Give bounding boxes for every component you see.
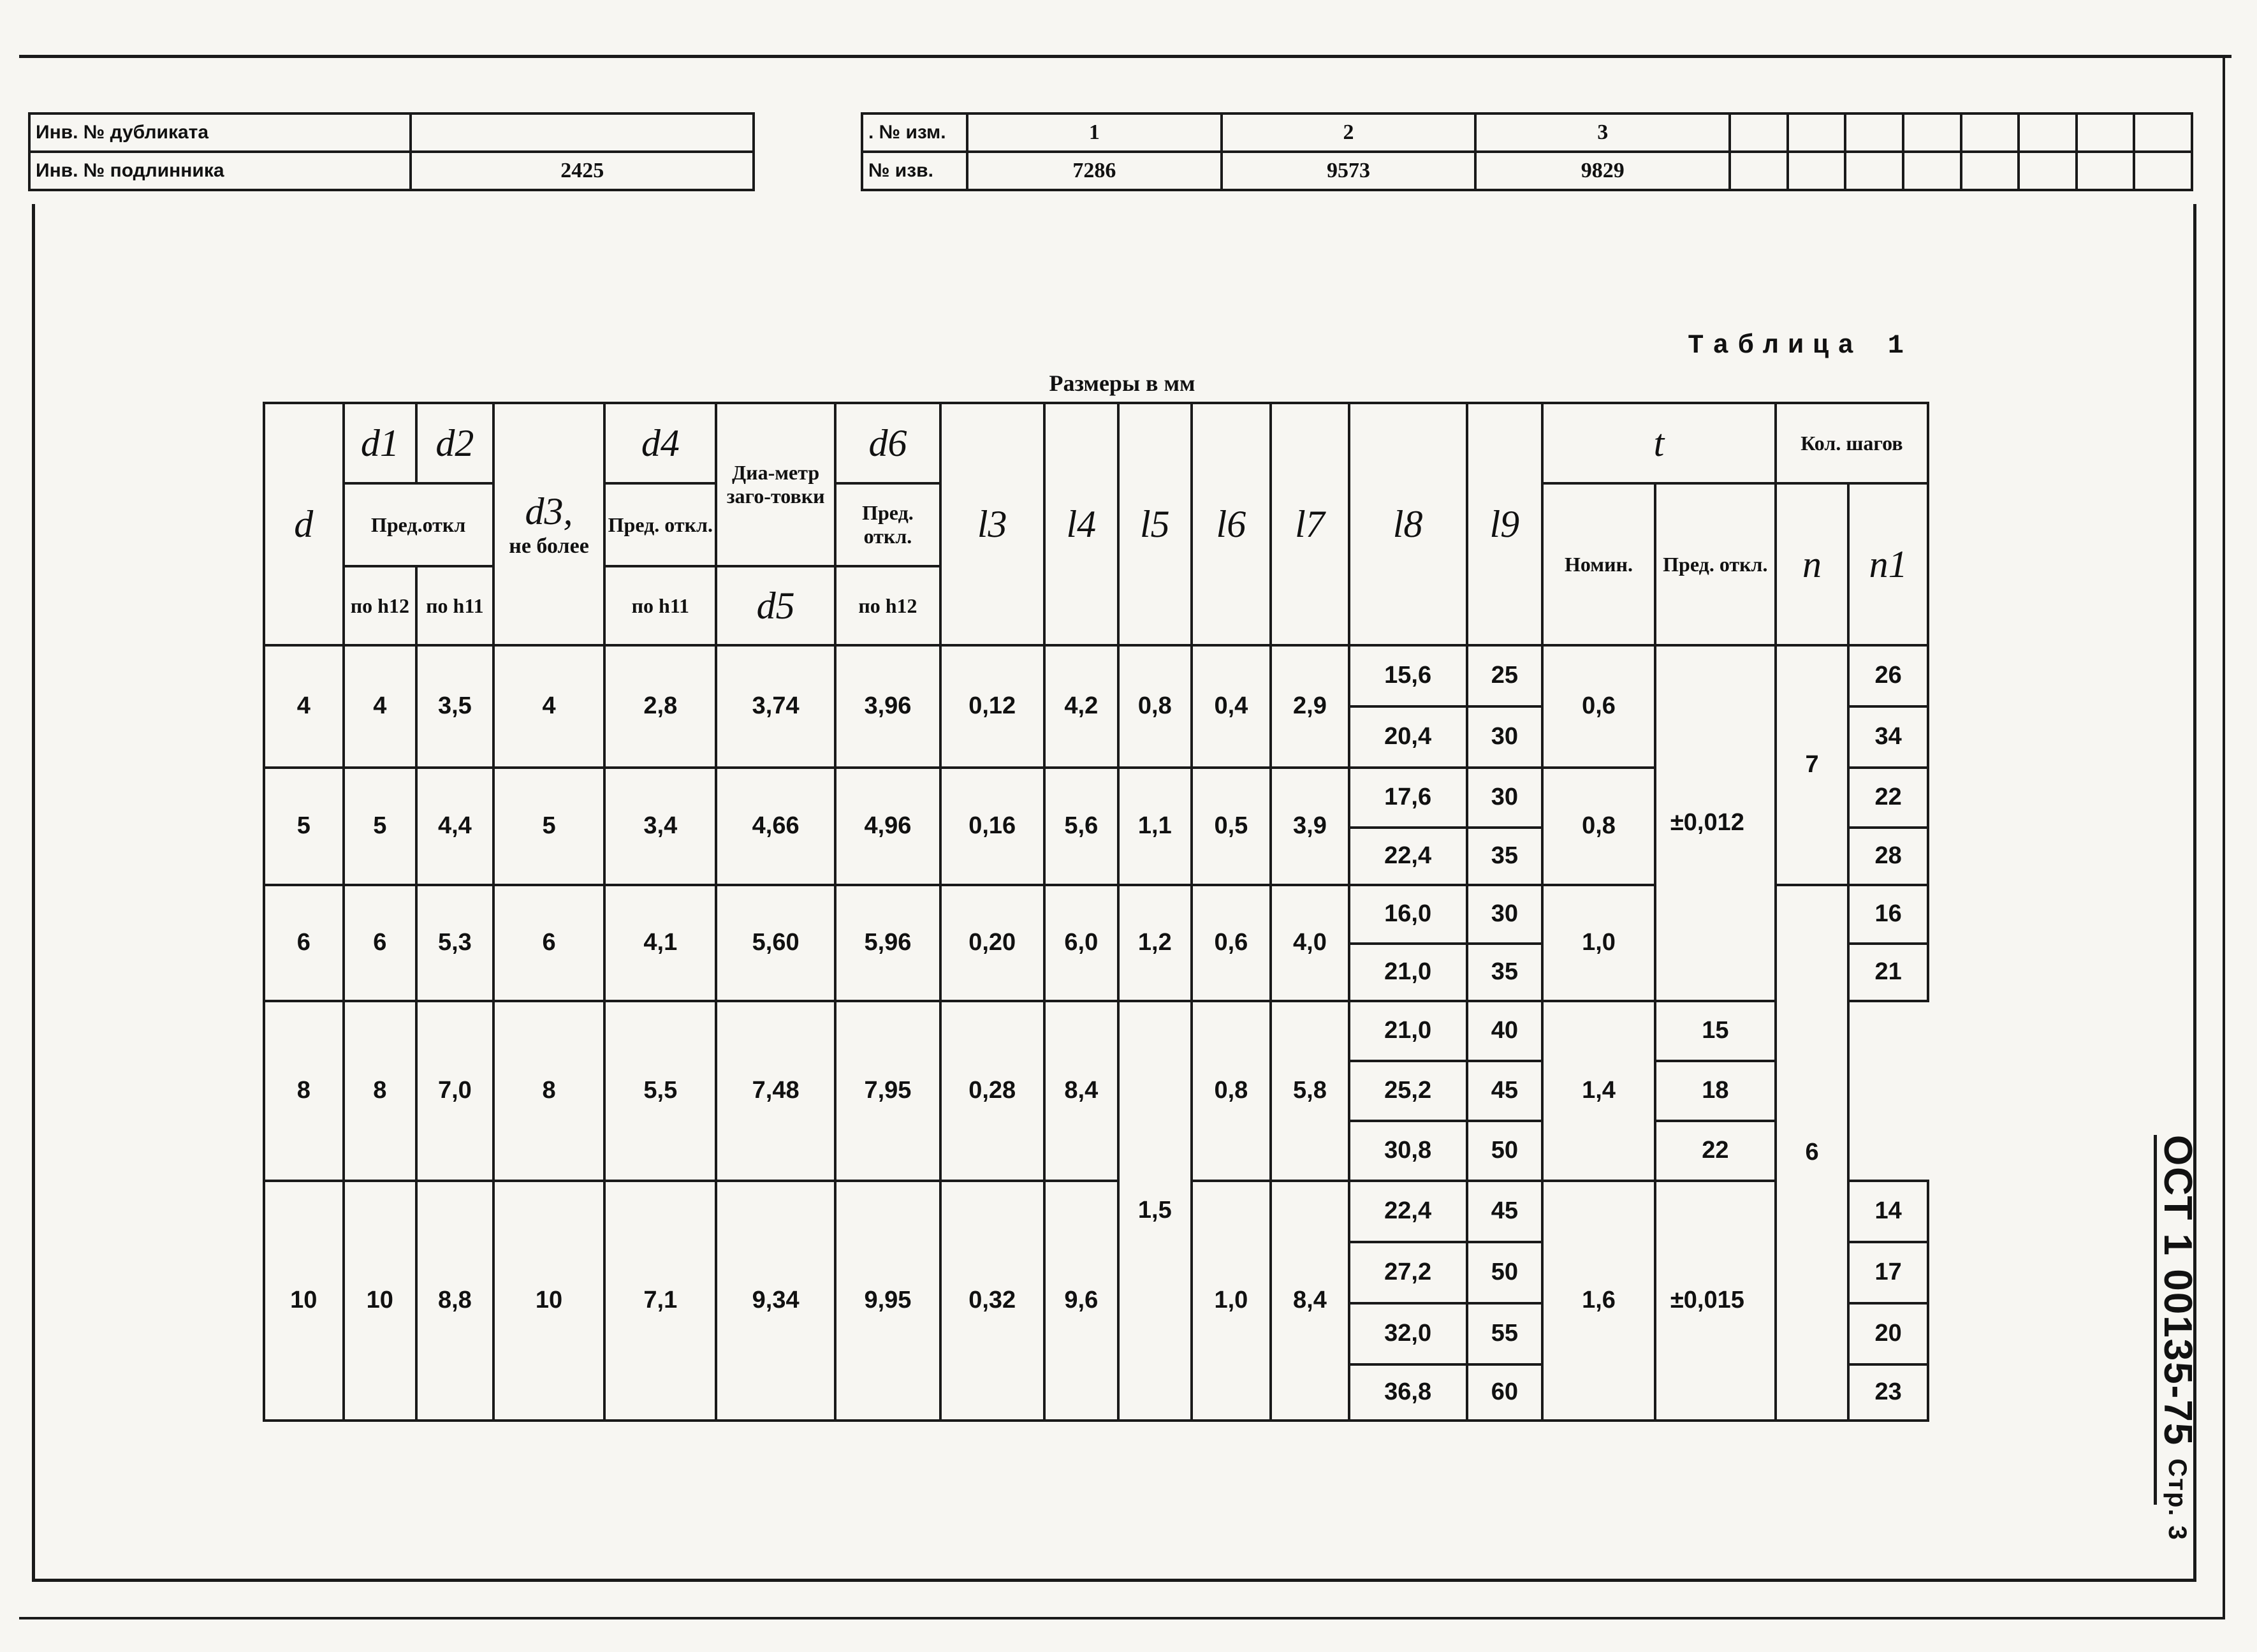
cell-n-lower: 6 <box>1776 885 1849 1421</box>
cell-l7: 2,9 <box>1271 645 1349 768</box>
cell-d: 4 <box>264 645 344 768</box>
cell-d5: 4,66 <box>716 768 835 885</box>
change-cell <box>2134 113 2192 152</box>
header-d2: d2 <box>416 403 493 483</box>
notice-cell: 9573 <box>1222 152 1476 190</box>
cell-l9: 45 <box>1467 1061 1543 1121</box>
change-cell <box>1845 113 1903 152</box>
cell-d5: 5,60 <box>716 885 835 1001</box>
cell-l8: 16,0 <box>1349 885 1467 944</box>
cell-n1: 23 <box>1848 1364 1928 1421</box>
cell-d4: 7,1 <box>604 1181 716 1421</box>
cell-d2: 5,3 <box>416 885 493 1001</box>
stamp-row-original <box>29 152 754 190</box>
cell-l9: 35 <box>1467 828 1543 885</box>
cell-n1: 14 <box>1848 1181 1928 1242</box>
cell-l3: 0,28 <box>940 1001 1044 1181</box>
cell-l6: 0,6 <box>1192 885 1271 1001</box>
cell-l4: 5,6 <box>1044 768 1119 885</box>
change-cell <box>1961 113 2019 152</box>
cell-d1: 6 <box>344 885 417 1001</box>
frame-bottom-line <box>32 1579 2196 1582</box>
header-d: d <box>264 403 344 645</box>
cell-t: 1,0 <box>1542 885 1655 1001</box>
cell-d5: 7,48 <box>716 1001 835 1181</box>
cell-l7: 3,9 <box>1271 768 1349 885</box>
cell-d6: 9,95 <box>835 1181 940 1421</box>
cell-d3: 10 <box>493 1181 605 1421</box>
cell-l3: 0,32 <box>940 1181 1044 1421</box>
header-t: t <box>1542 403 1776 483</box>
cell-d6: 4,96 <box>835 768 940 885</box>
cell-l9: 35 <box>1467 944 1543 1001</box>
header-n: n <box>1776 483 1849 645</box>
notice-cell: 9829 <box>1475 152 1730 190</box>
header-tol-h11: по h11 <box>416 566 493 645</box>
cell-l8: 22,4 <box>1349 1181 1467 1242</box>
cell-n1: 17 <box>1848 1242 1928 1303</box>
header-t-nom: Номин. <box>1542 483 1655 645</box>
cell-l8: 36,8 <box>1349 1364 1467 1421</box>
notice-cell <box>1730 152 1788 190</box>
cell-l4: 9,6 <box>1044 1181 1119 1421</box>
frame-outer-right <box>2223 57 2225 1619</box>
header-pred-otkl: Пред.откл <box>344 483 493 566</box>
table-row <box>264 645 1928 706</box>
header-d6: d6 <box>835 403 940 483</box>
cell-d6: 7,95 <box>835 1001 940 1181</box>
cell-n1: 34 <box>1848 706 1928 768</box>
header-d3-cell <box>493 403 605 645</box>
header-row-1 <box>264 403 1928 483</box>
stamp-value-duplicate <box>411 113 754 152</box>
cell-d4: 5,5 <box>604 1001 716 1181</box>
cell-l9: 50 <box>1467 1121 1543 1181</box>
header-l8: l8 <box>1349 403 1467 645</box>
notice-cell <box>1788 152 1846 190</box>
cell-l6: 0,8 <box>1192 1001 1271 1181</box>
stamp-label-original: Инв. № подлинника <box>29 152 411 190</box>
cell-l8: 17,6 <box>1349 768 1467 828</box>
cell-n-upper: 7 <box>1776 645 1849 885</box>
cell-n1: 22 <box>1655 1121 1776 1181</box>
cell-t-dev-large: ±0,015 <box>1655 1181 1776 1421</box>
cell-l8: 32,0 <box>1349 1303 1467 1364</box>
cell-d: 10 <box>264 1181 344 1421</box>
cell-d2: 3,5 <box>416 645 493 768</box>
table-row <box>264 1181 1928 1242</box>
header-t-dev: Пред. откл. <box>1655 483 1776 645</box>
cell-n1: 18 <box>1655 1061 1776 1121</box>
change-cell <box>1903 113 1961 152</box>
header-d5: d5 <box>716 566 835 645</box>
cell-l6: 0,4 <box>1192 645 1271 768</box>
change-cell: 2 <box>1222 113 1476 152</box>
cell-d1: 10 <box>344 1181 417 1421</box>
cell-l8: 22,4 <box>1349 828 1467 885</box>
frame-outer-bottom <box>19 1617 2225 1619</box>
changes-stamp <box>861 112 2193 191</box>
changes-row-number <box>862 113 2192 152</box>
cell-l8: 15,6 <box>1349 645 1467 706</box>
header-tol-h12: по h12 <box>344 566 417 645</box>
changes-label-number: . № изм. <box>862 113 967 152</box>
header-l3: l3 <box>940 403 1044 645</box>
cell-n1: 21 <box>1848 944 1928 1001</box>
stamp-label-duplicate: Инв. № дубликата <box>29 113 411 152</box>
cell-l7: 4,0 <box>1271 885 1349 1001</box>
notice-cell <box>2019 152 2077 190</box>
cell-l4: 4,2 <box>1044 645 1119 768</box>
cell-d1: 5 <box>344 768 417 885</box>
cell-d6: 5,96 <box>835 885 940 1001</box>
cell-n1: 20 <box>1848 1303 1928 1364</box>
notice-cell <box>2134 152 2192 190</box>
changes-label-notice: № изв. <box>862 152 967 190</box>
change-cell <box>1788 113 1846 152</box>
frame-left-line <box>32 204 35 1581</box>
cell-d6: 3,96 <box>835 645 940 768</box>
cell-l8: 27,2 <box>1349 1242 1467 1303</box>
cell-l9: 40 <box>1467 1001 1543 1061</box>
header-d3: d3, <box>525 490 573 532</box>
dimensions-table <box>263 402 1929 1422</box>
table-title: Таблица 1 <box>1688 330 1913 361</box>
frame-top-line <box>19 55 2231 58</box>
cell-n1: 22 <box>1848 768 1928 828</box>
cell-l6: 1,0 <box>1192 1181 1271 1421</box>
cell-d2: 8,8 <box>416 1181 493 1421</box>
cell-l9: 30 <box>1467 885 1543 944</box>
cell-l8: 21,0 <box>1349 944 1467 1001</box>
cell-d2: 7,0 <box>416 1001 493 1181</box>
cell-t: 1,6 <box>1542 1181 1655 1421</box>
document-code <box>2154 1135 2200 1541</box>
header-d3-note: не более <box>509 534 589 558</box>
cell-n1: 15 <box>1655 1001 1776 1061</box>
notice-cell <box>2077 152 2135 190</box>
header-d6-dev: Пред. откл. <box>835 483 940 566</box>
notice-cell <box>1961 152 2019 190</box>
inventory-stamp <box>28 112 755 191</box>
units-note: Размеры в мм <box>1049 370 1195 396</box>
cell-l9: 25 <box>1467 645 1543 706</box>
cell-t: 0,8 <box>1542 768 1655 885</box>
document-code-text: ОСТ 1 00135-75 <box>2156 1135 2200 1447</box>
cell-d: 5 <box>264 768 344 885</box>
cell-l7: 5,8 <box>1271 1001 1349 1181</box>
cell-d4: 4,1 <box>604 885 716 1001</box>
notice-cell <box>1903 152 1961 190</box>
cell-n1: 16 <box>1848 885 1928 944</box>
header-l4: l4 <box>1044 403 1119 645</box>
cell-l5: 1,2 <box>1118 885 1192 1001</box>
cell-l9: 60 <box>1467 1364 1543 1421</box>
page-label: Стр. 3 <box>2163 1458 2191 1541</box>
cell-d3: 8 <box>493 1001 605 1181</box>
header-d4: d4 <box>604 403 716 483</box>
table-row <box>264 1001 1928 1061</box>
cell-d: 6 <box>264 885 344 1001</box>
cell-l4: 6,0 <box>1044 885 1119 1001</box>
cell-d3: 6 <box>493 885 605 1001</box>
cell-d2: 4,4 <box>416 768 493 885</box>
change-cell: 3 <box>1475 113 1730 152</box>
cell-d5: 9,34 <box>716 1181 835 1421</box>
cell-l7: 8,4 <box>1271 1181 1349 1421</box>
cell-n1: 28 <box>1848 828 1928 885</box>
cell-l9: 50 <box>1467 1242 1543 1303</box>
cell-t-dev-small: ±0,012 <box>1655 645 1776 1001</box>
cell-d4: 2,8 <box>604 645 716 768</box>
cell-d3: 5 <box>493 768 605 885</box>
cell-l5-shared: 1,5 <box>1118 1001 1192 1421</box>
notice-cell: 7286 <box>967 152 1222 190</box>
cell-t: 0,6 <box>1542 645 1655 768</box>
cell-l5: 0,8 <box>1118 645 1192 768</box>
cell-l9: 30 <box>1467 768 1543 828</box>
cell-l8: 25,2 <box>1349 1061 1467 1121</box>
cell-l9: 55 <box>1467 1303 1543 1364</box>
header-l5: l5 <box>1118 403 1192 645</box>
cell-l8: 30,8 <box>1349 1121 1467 1181</box>
header-l6: l6 <box>1192 403 1271 645</box>
cell-l3: 0,20 <box>940 885 1044 1001</box>
cell-d: 8 <box>264 1001 344 1181</box>
header-d5-title: Диа-метр заго-товки <box>716 403 835 566</box>
header-l9: l9 <box>1467 403 1543 645</box>
change-cell <box>1730 113 1788 152</box>
change-cell <box>2019 113 2077 152</box>
header-l7: l7 <box>1271 403 1349 645</box>
header-n1: n1 <box>1848 483 1928 645</box>
cell-l8: 20,4 <box>1349 706 1467 768</box>
cell-l9: 30 <box>1467 706 1543 768</box>
cell-t: 1,4 <box>1542 1001 1655 1181</box>
cell-l9: 45 <box>1467 1181 1543 1242</box>
header-d1: d1 <box>344 403 417 483</box>
cell-l6: 0,5 <box>1192 768 1271 885</box>
cell-d5: 3,74 <box>716 645 835 768</box>
cell-d1: 8 <box>344 1001 417 1181</box>
change-cell <box>2077 113 2135 152</box>
header-d4-dev: Пред. откл. <box>604 483 716 566</box>
changes-row-notice <box>862 152 2192 190</box>
header-d4-tol: по h11 <box>604 566 716 645</box>
cell-l8: 21,0 <box>1349 1001 1467 1061</box>
cell-d3: 4 <box>493 645 605 768</box>
cell-l4: 8,4 <box>1044 1001 1119 1181</box>
notice-cell <box>1845 152 1903 190</box>
header-d6-tol: по h12 <box>835 566 940 645</box>
cell-l3: 0,12 <box>940 645 1044 768</box>
cell-n1: 26 <box>1848 645 1928 706</box>
stamp-row-duplicate <box>29 113 754 152</box>
stamp-value-original: 2425 <box>411 152 754 190</box>
cell-l5: 1,1 <box>1118 768 1192 885</box>
header-steps: Кол. шагов <box>1776 403 1928 483</box>
cell-d1: 4 <box>344 645 417 768</box>
cell-d4: 3,4 <box>604 768 716 885</box>
change-cell: 1 <box>967 113 1222 152</box>
cell-l3: 0,16 <box>940 768 1044 885</box>
